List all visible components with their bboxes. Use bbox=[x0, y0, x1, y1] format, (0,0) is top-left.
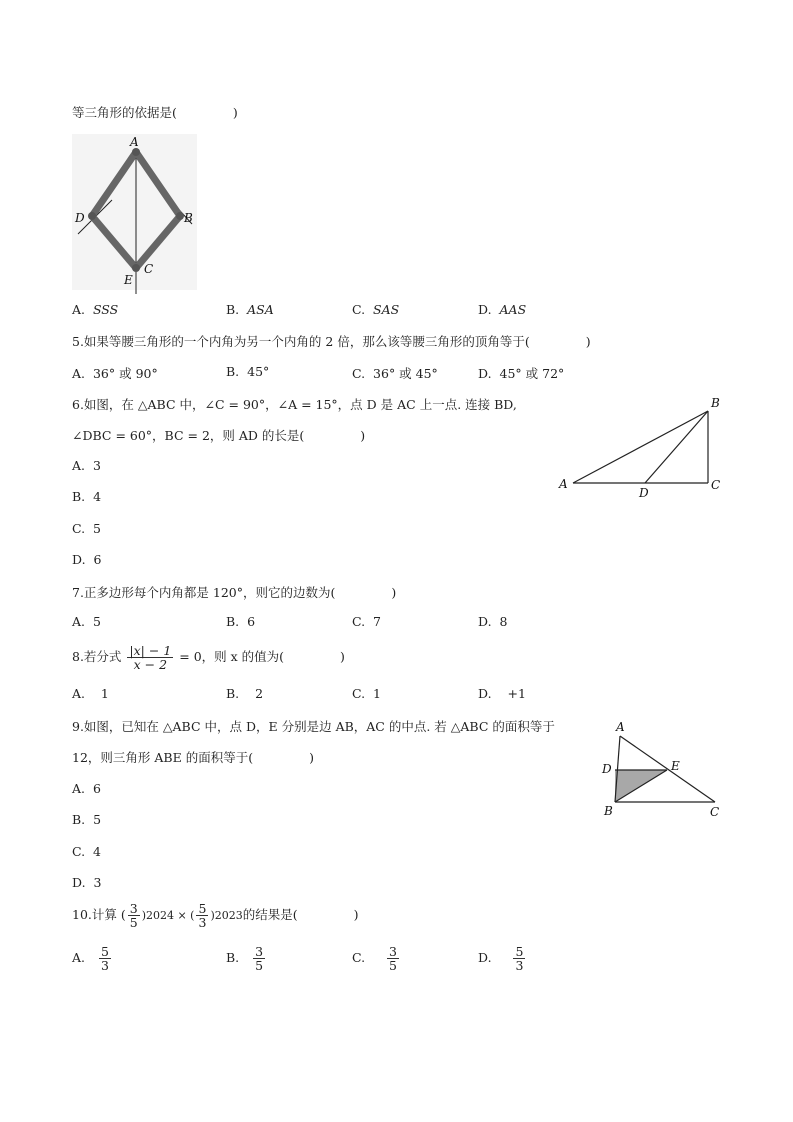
q9-stem-line1: 9.如图，已知在 △ABC 中，点 D，E 分别是边 AB，AC 的中点. 若 △ABC 的面积等于 bbox=[72, 719, 555, 734]
q6-stem-line2: ∠DBC = 60°，BC = 2，则 AD 的长是( ) bbox=[72, 428, 366, 443]
q8-fraction: $\frac{|x| - 1}{x - 2}$ bbox=[129, 643, 172, 673]
q4-option-a[interactable]: A. SSS bbox=[72, 302, 119, 317]
q9-stem-line2: 12，则三角形 ABE 的面积等于( ) bbox=[72, 750, 314, 765]
q10-option-d[interactable]: D. $\frac{5}{3}$ bbox=[478, 944, 524, 974]
q7-option-a[interactable]: A. 5 bbox=[72, 614, 101, 629]
q10-fraction-2: $\frac{5}{3}$ bbox=[198, 901, 207, 931]
q4-option-b[interactable]: B. ASA bbox=[226, 302, 274, 317]
q7-option-b[interactable]: B. 6 bbox=[226, 614, 256, 629]
q9-option-c[interactable]: C. 4 bbox=[72, 844, 101, 859]
q9-triangle-figure bbox=[598, 716, 728, 824]
q10-option-b[interactable]: B. $\frac{3}{5}$ bbox=[226, 944, 264, 974]
label-a: A bbox=[130, 135, 139, 149]
joint-c bbox=[132, 264, 140, 272]
label-b: B bbox=[711, 396, 720, 410]
q4-option-c[interactable]: C. SAS bbox=[352, 302, 400, 317]
q6-option-b[interactable]: B. 4 bbox=[72, 489, 102, 504]
q7-option-d[interactable]: D. 8 bbox=[478, 614, 508, 629]
q4-rhombus-figure bbox=[72, 134, 202, 294]
label-c: C bbox=[710, 805, 720, 819]
q7-option-c[interactable]: C. 7 bbox=[352, 614, 381, 629]
label-a: A bbox=[559, 477, 568, 491]
q10-stem: 10.计算 ( $\frac{3}{5}$ )2024 × ( $\frac{5}{3}$ )2023的结果是( ) bbox=[72, 901, 359, 931]
q10-fraction-1: $\frac{3}{5}$ bbox=[129, 901, 138, 931]
q6-option-d[interactable]: D. 6 bbox=[72, 552, 102, 567]
q10-option-c[interactable]: C. $\frac{3}{5}$ bbox=[352, 944, 397, 974]
q6-option-a[interactable]: A. 3 bbox=[72, 458, 101, 473]
q5-stem: 5.如果等腰三角形的一个内角为另一个内角的 2 倍，那么该等腰三角形的顶角等于( ) bbox=[72, 334, 591, 349]
joint-d bbox=[88, 212, 96, 220]
q6-triangle-figure bbox=[555, 393, 735, 501]
label-e: E bbox=[124, 273, 133, 287]
label-b: B bbox=[604, 804, 613, 818]
q8-option-c[interactable]: C. 1 bbox=[352, 686, 381, 701]
q4-stem: 等三角形的依据是( ) bbox=[72, 105, 238, 120]
q8-option-d[interactable]: D. +1 bbox=[478, 686, 526, 701]
q5-option-c[interactable]: C. 36° 或 45° bbox=[352, 366, 438, 381]
q9-option-b[interactable]: B. 5 bbox=[72, 812, 102, 827]
q5-option-b[interactable]: B. 45° bbox=[226, 364, 270, 379]
segment-bd bbox=[645, 411, 708, 483]
q5-option-a[interactable]: A. 36° 或 90° bbox=[72, 366, 158, 381]
q9-option-d[interactable]: D. 3 bbox=[72, 875, 102, 890]
joint-b bbox=[176, 212, 184, 220]
q6-option-c[interactable]: C. 5 bbox=[72, 521, 101, 536]
q6-stem-line1: 6.如图，在 △ABC 中，∠C = 90°，∠A = 15°，点 D 是 AC 上一点. 连接 BD, bbox=[72, 397, 517, 412]
q4-option-d[interactable]: D. AAS bbox=[478, 302, 527, 317]
label-c: C bbox=[144, 262, 154, 276]
label-d: D bbox=[75, 211, 85, 225]
side-ab bbox=[573, 411, 708, 483]
q8-stem: 8.若分式 $\frac{|x| - 1}{x - 2}$ = 0，则 x 的值为( ) bbox=[72, 643, 345, 673]
label-d: D bbox=[602, 762, 612, 776]
q8-option-a[interactable]: A. 1 bbox=[72, 686, 109, 701]
side-ac bbox=[620, 736, 715, 802]
label-b: B bbox=[184, 211, 193, 225]
label-c: C bbox=[711, 478, 721, 492]
q10-option-a[interactable]: A. $\frac{5}{3}$ bbox=[72, 944, 109, 974]
q7-stem: 7.正多边形每个内角都是 120°，则它的边数为( ) bbox=[72, 585, 397, 600]
q5-option-d[interactable]: D. 45° 或 72° bbox=[478, 366, 565, 381]
joint-a bbox=[132, 148, 140, 156]
label-d: D bbox=[639, 486, 649, 500]
label-e: E bbox=[671, 759, 680, 773]
q8-option-b[interactable]: B. 2 bbox=[226, 686, 264, 701]
q9-option-a[interactable]: A. 6 bbox=[72, 781, 101, 796]
label-a: A bbox=[616, 720, 625, 734]
